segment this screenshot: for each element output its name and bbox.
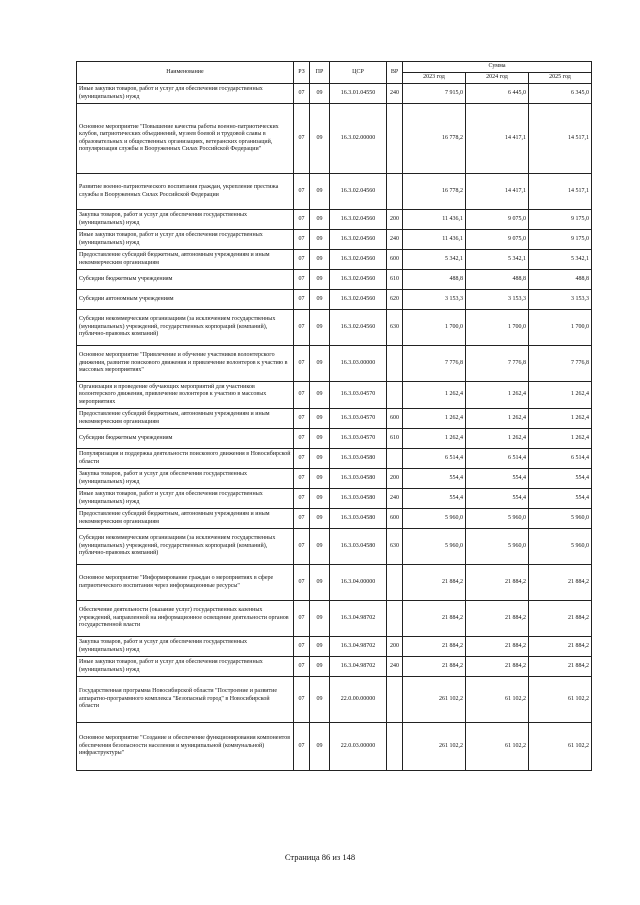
cell-vr: 200: [387, 637, 403, 657]
cell-csr: 16.3.03.04570: [330, 429, 387, 449]
table-row: [77, 270, 592, 290]
cell-v3: 7 776,8: [529, 346, 592, 382]
cell-vr: 240: [387, 657, 403, 677]
cell-name: Субсидии автономным учреждениям: [77, 290, 294, 310]
table-row: [77, 565, 592, 601]
cell-v3: 488,8: [529, 270, 592, 290]
cell-csr: 16.3.02.04560: [330, 210, 387, 230]
cell-vr: 630: [387, 529, 403, 565]
cell-vr: [387, 565, 403, 601]
cell-csr: 16.3.03.00000: [330, 346, 387, 382]
cell-v1: 261 102,2: [403, 723, 466, 771]
cell-vr: 600: [387, 509, 403, 529]
cell-vr: [387, 174, 403, 210]
cell-v3: 554,4: [529, 489, 592, 509]
cell-v2: 1 262,4: [466, 409, 529, 429]
cell-name: Обеспечение деятельности (оказание услуг) государственных казенных учреждений, направленной на информационное освещение деятельности органов государственной власти: [77, 601, 294, 637]
cell-v2: 1 262,4: [466, 382, 529, 409]
cell-v1: 488,8: [403, 270, 466, 290]
cell-csr: 16.3.02.04560: [330, 270, 387, 290]
cell-vr: 630: [387, 310, 403, 346]
cell-v1: 5 960,0: [403, 509, 466, 529]
cell-csr: 16.3.02.00000: [330, 104, 387, 174]
cell-v2: 14 417,1: [466, 104, 529, 174]
cell-v3: 21 884,2: [529, 565, 592, 601]
cell-v3: 61 102,2: [529, 723, 592, 771]
cell-rz: 07: [294, 429, 310, 449]
cell-v3: 21 884,2: [529, 657, 592, 677]
cell-name: Предоставление субсидий бюджетным, автономным учреждениям и иным некоммерческим организациям: [77, 409, 294, 429]
cell-pr: 09: [310, 449, 330, 469]
cell-rz: 07: [294, 637, 310, 657]
cell-name: Предоставление субсидий бюджетным, автономным учреждениям и иным некоммерческим организациям: [77, 509, 294, 529]
cell-vr: [387, 677, 403, 723]
cell-v3: 1 262,4: [529, 409, 592, 429]
cell-pr: 09: [310, 469, 330, 489]
cell-pr: 09: [310, 509, 330, 529]
cell-name: Развитие военно-патриотического воспитания граждан, укрепление престижа службы в Вооруженных Силах Российской Федерации: [77, 174, 294, 210]
cell-v2: 1 700,0: [466, 310, 529, 346]
table-row: [77, 84, 592, 104]
table-row: [77, 382, 592, 409]
cell-name: Иные закупки товаров, работ и услуг для обеспечения государственных (муниципальных) нужд: [77, 657, 294, 677]
cell-v3: 21 884,2: [529, 637, 592, 657]
cell-rz: 07: [294, 529, 310, 565]
cell-v3: 5 960,0: [529, 529, 592, 565]
cell-v2: 9 075,0: [466, 230, 529, 250]
cell-v1: 554,4: [403, 469, 466, 489]
cell-rz: 07: [294, 290, 310, 310]
cell-v2: 61 102,2: [466, 677, 529, 723]
cell-vr: [387, 346, 403, 382]
table-row: [77, 230, 592, 250]
cell-vr: [387, 449, 403, 469]
cell-pr: 09: [310, 104, 330, 174]
cell-vr: [387, 382, 403, 409]
cell-pr: 09: [310, 637, 330, 657]
cell-name: Государственная программа Новосибирской области "Построение и развитие аппаратно-программного комплекса "Безопасный город" в Новосибирской области: [77, 677, 294, 723]
cell-rz: 07: [294, 250, 310, 270]
cell-pr: 09: [310, 84, 330, 104]
table-row: [77, 657, 592, 677]
cell-csr: 16.3.02.04560: [330, 230, 387, 250]
page-number: Страница 86 из 148: [284, 852, 356, 862]
cell-v1: 11 436,1: [403, 210, 466, 230]
cell-v1: 554,4: [403, 489, 466, 509]
table-row: [77, 346, 592, 382]
table-row: [77, 469, 592, 489]
cell-v2: 6 514,4: [466, 449, 529, 469]
cell-csr: 22.0.00.00000: [330, 677, 387, 723]
cell-vr: 240: [387, 230, 403, 250]
cell-name: Субсидии некоммерческим организациям (за исключением государственных (муниципальных) учреждений, государственных корпораций (компаний), публично-правовых компаний): [77, 529, 294, 565]
header-csr: ЦСР: [330, 62, 387, 84]
cell-name: Закупка товаров, работ и услуг для обеспечения государственных (муниципальных) нужд: [77, 469, 294, 489]
header-name: Наименование: [77, 62, 294, 84]
cell-v1: 1 262,4: [403, 382, 466, 409]
cell-v3: 6 345,0: [529, 84, 592, 104]
cell-pr: 09: [310, 210, 330, 230]
header-row-1: [77, 62, 592, 73]
cell-csr: 16.3.03.04580: [330, 449, 387, 469]
cell-vr: 600: [387, 250, 403, 270]
cell-v1: 21 884,2: [403, 637, 466, 657]
cell-pr: 09: [310, 601, 330, 637]
cell-v2: 9 075,0: [466, 210, 529, 230]
cell-v3: 1 700,0: [529, 310, 592, 346]
cell-vr: 620: [387, 290, 403, 310]
cell-v1: 21 884,2: [403, 565, 466, 601]
cell-csr: 16.3.03.04570: [330, 382, 387, 409]
table-row: [77, 601, 592, 637]
cell-rz: 07: [294, 230, 310, 250]
cell-pr: 09: [310, 677, 330, 723]
cell-v1: 261 102,2: [403, 677, 466, 723]
cell-csr: 16.3.03.04580: [330, 469, 387, 489]
cell-vr: [387, 601, 403, 637]
header-year-2025: 2025 год: [529, 73, 592, 84]
cell-v2: 3 153,3: [466, 290, 529, 310]
cell-v3: 3 153,3: [529, 290, 592, 310]
cell-csr: 16.3.03.04580: [330, 509, 387, 529]
cell-name: Закупка товаров, работ и услуг для обеспечения государственных (муниципальных) нужд: [77, 637, 294, 657]
cell-csr: 16.3.02.04560: [330, 174, 387, 210]
table-row: [77, 174, 592, 210]
cell-csr: 16.3.04.00000: [330, 565, 387, 601]
cell-rz: 07: [294, 210, 310, 230]
cell-v2: 7 776,8: [466, 346, 529, 382]
header-year-2024: 2024 год: [466, 73, 529, 84]
cell-v3: 5 342,1: [529, 250, 592, 270]
cell-vr: 610: [387, 429, 403, 449]
cell-v2: 554,4: [466, 489, 529, 509]
cell-pr: 09: [310, 230, 330, 250]
header-vr: ВР: [387, 62, 403, 84]
cell-rz: 07: [294, 310, 310, 346]
cell-v2: 6 445,0: [466, 84, 529, 104]
cell-name: Популяризация и поддержка деятельности поискового движения в Новосибирской области: [77, 449, 294, 469]
cell-v2: 488,8: [466, 270, 529, 290]
cell-v3: 1 262,4: [529, 382, 592, 409]
cell-v1: 21 884,2: [403, 657, 466, 677]
cell-v1: 7 915,0: [403, 84, 466, 104]
cell-name: Субсидии некоммерческим организациям (за исключением государственных (муниципальных) учреждений, государственных корпораций (компаний), публично-правовых компаний): [77, 310, 294, 346]
cell-rz: 07: [294, 469, 310, 489]
cell-vr: 600: [387, 409, 403, 429]
header-rz: РЗ: [294, 62, 310, 84]
table-row: [77, 509, 592, 529]
cell-rz: 07: [294, 104, 310, 174]
header-year-2023: 2023 год: [403, 73, 466, 84]
cell-rz: 07: [294, 409, 310, 429]
cell-v3: 1 262,4: [529, 429, 592, 449]
cell-csr: 16.3.03.04570: [330, 409, 387, 429]
cell-name: Субсидии бюджетным учреждениям: [77, 429, 294, 449]
cell-v2: 5 342,1: [466, 250, 529, 270]
cell-pr: 09: [310, 346, 330, 382]
cell-v1: 6 514,4: [403, 449, 466, 469]
cell-rz: 07: [294, 270, 310, 290]
cell-name: Субсидии бюджетным учреждениям: [77, 270, 294, 290]
table-row: [77, 104, 592, 174]
cell-rz: 07: [294, 565, 310, 601]
cell-v2: 5 960,0: [466, 509, 529, 529]
cell-name: Иные закупки товаров, работ и услуг для обеспечения государственных (муниципальных) нужд: [77, 489, 294, 509]
cell-v3: 5 960,0: [529, 509, 592, 529]
cell-csr: 16.3.03.04580: [330, 489, 387, 509]
table-row: [77, 250, 592, 270]
cell-v2: 21 884,2: [466, 637, 529, 657]
cell-csr: 16.3.02.04560: [330, 310, 387, 346]
table-row: [77, 210, 592, 230]
cell-name: Организация и проведение обучающих мероприятий для участников волонтерского движения, привлечение волонтеров к участию в массовых мероприятиях: [77, 382, 294, 409]
cell-v1: 1 262,4: [403, 429, 466, 449]
cell-v2: 5 960,0: [466, 529, 529, 565]
cell-rz: 07: [294, 657, 310, 677]
cell-rz: 07: [294, 601, 310, 637]
cell-v3: 61 102,2: [529, 677, 592, 723]
cell-v1: 7 776,8: [403, 346, 466, 382]
cell-v3: 554,4: [529, 469, 592, 489]
cell-v1: 21 884,2: [403, 601, 466, 637]
cell-csr: 22.0.03.00000: [330, 723, 387, 771]
cell-vr: [387, 723, 403, 771]
cell-vr: 610: [387, 270, 403, 290]
table-row: [77, 677, 592, 723]
cell-pr: 09: [310, 723, 330, 771]
cell-v2: 21 884,2: [466, 657, 529, 677]
cell-vr: 200: [387, 469, 403, 489]
cell-v3: 6 514,4: [529, 449, 592, 469]
cell-v2: 21 884,2: [466, 601, 529, 637]
cell-rz: 07: [294, 174, 310, 210]
cell-v1: 11 436,1: [403, 230, 466, 250]
cell-v3: 9 175,0: [529, 210, 592, 230]
cell-name: Иные закупки товаров, работ и услуг для обеспечения государственных (муниципальных) нужд: [77, 84, 294, 104]
cell-csr: 16.3.02.04560: [330, 250, 387, 270]
cell-pr: 09: [310, 310, 330, 346]
cell-pr: 09: [310, 565, 330, 601]
table-row: [77, 723, 592, 771]
cell-v3: 21 884,2: [529, 601, 592, 637]
cell-csr: 16.3.04.98702: [330, 637, 387, 657]
cell-pr: 09: [310, 429, 330, 449]
cell-v2: 14 417,1: [466, 174, 529, 210]
cell-v1: 16 778,2: [403, 104, 466, 174]
cell-pr: 09: [310, 290, 330, 310]
cell-csr: 16.3.03.04580: [330, 529, 387, 565]
cell-v1: 3 153,3: [403, 290, 466, 310]
cell-v2: 554,4: [466, 469, 529, 489]
cell-rz: 07: [294, 449, 310, 469]
table-body: [77, 84, 592, 771]
cell-rz: 07: [294, 723, 310, 771]
cell-v3: 14 517,1: [529, 104, 592, 174]
cell-csr: 16.3.04.98702: [330, 601, 387, 637]
cell-v1: 1 700,0: [403, 310, 466, 346]
table-row: [77, 429, 592, 449]
cell-pr: 09: [310, 382, 330, 409]
cell-vr: 200: [387, 210, 403, 230]
cell-pr: 09: [310, 529, 330, 565]
cell-pr: 09: [310, 174, 330, 210]
cell-csr: 16.3.01.04550: [330, 84, 387, 104]
cell-vr: [387, 104, 403, 174]
table-row: [77, 409, 592, 429]
header-pr: ПР: [310, 62, 330, 84]
cell-name: Основное мероприятие "Информирование граждан о мероприятиях в сфере патриотического воспитания через информационные ресурсы": [77, 565, 294, 601]
cell-pr: 09: [310, 657, 330, 677]
table-row: [77, 637, 592, 657]
cell-rz: 07: [294, 346, 310, 382]
cell-name: Иные закупки товаров, работ и услуг для обеспечения государственных (муниципальных) нужд: [77, 230, 294, 250]
cell-pr: 09: [310, 270, 330, 290]
cell-rz: 07: [294, 382, 310, 409]
cell-csr: 16.3.02.04560: [330, 290, 387, 310]
cell-v1: 5 342,1: [403, 250, 466, 270]
cell-rz: 07: [294, 509, 310, 529]
cell-rz: 07: [294, 84, 310, 104]
table-row: [77, 489, 592, 509]
cell-v2: 1 262,4: [466, 429, 529, 449]
cell-pr: 09: [310, 409, 330, 429]
table-row: [77, 290, 592, 310]
cell-vr: 240: [387, 84, 403, 104]
header-sum: Сумма: [403, 62, 592, 73]
cell-name: Основное мероприятие "Повышение качества работы военно-патриотических клубов, патриотических объединений, музеев боевой и трудовой славы в образовательных и общественных организациях, ветеранских организаций, популяризация службы в Вооруженных Силах Российской Федерации": [77, 104, 294, 174]
cell-pr: 09: [310, 489, 330, 509]
cell-v1: 1 262,4: [403, 409, 466, 429]
cell-name: Основное мероприятие "Привлечение и обучение участников волонтерского движения, развитие поискового движения и привлечение волонтеров к участию в массовых мероприятиях": [77, 346, 294, 382]
cell-vr: 240: [387, 489, 403, 509]
table-row: [77, 310, 592, 346]
cell-name: Закупка товаров, работ и услуг для обеспечения государственных (муниципальных) нужд: [77, 210, 294, 230]
cell-v1: 16 778,2: [403, 174, 466, 210]
table-row: [77, 449, 592, 469]
cell-pr: 09: [310, 250, 330, 270]
cell-name: Основное мероприятие "Создание и обеспечение функционирования компонентов обеспечения безопасности населения и муниципальной (коммунальной) инфраструктуры": [77, 723, 294, 771]
cell-v1: 5 960,0: [403, 529, 466, 565]
cell-csr: 16.3.04.98702: [330, 657, 387, 677]
cell-rz: 07: [294, 489, 310, 509]
cell-v2: 61 102,2: [466, 723, 529, 771]
table-row: [77, 529, 592, 565]
cell-name: Предоставление субсидий бюджетным, автономным учреждениям и иным некоммерческим организациям: [77, 250, 294, 270]
cell-v3: 14 517,1: [529, 174, 592, 210]
budget-table: [76, 61, 592, 771]
cell-v2: 21 884,2: [466, 565, 529, 601]
cell-v3: 9 175,0: [529, 230, 592, 250]
cell-rz: 07: [294, 677, 310, 723]
